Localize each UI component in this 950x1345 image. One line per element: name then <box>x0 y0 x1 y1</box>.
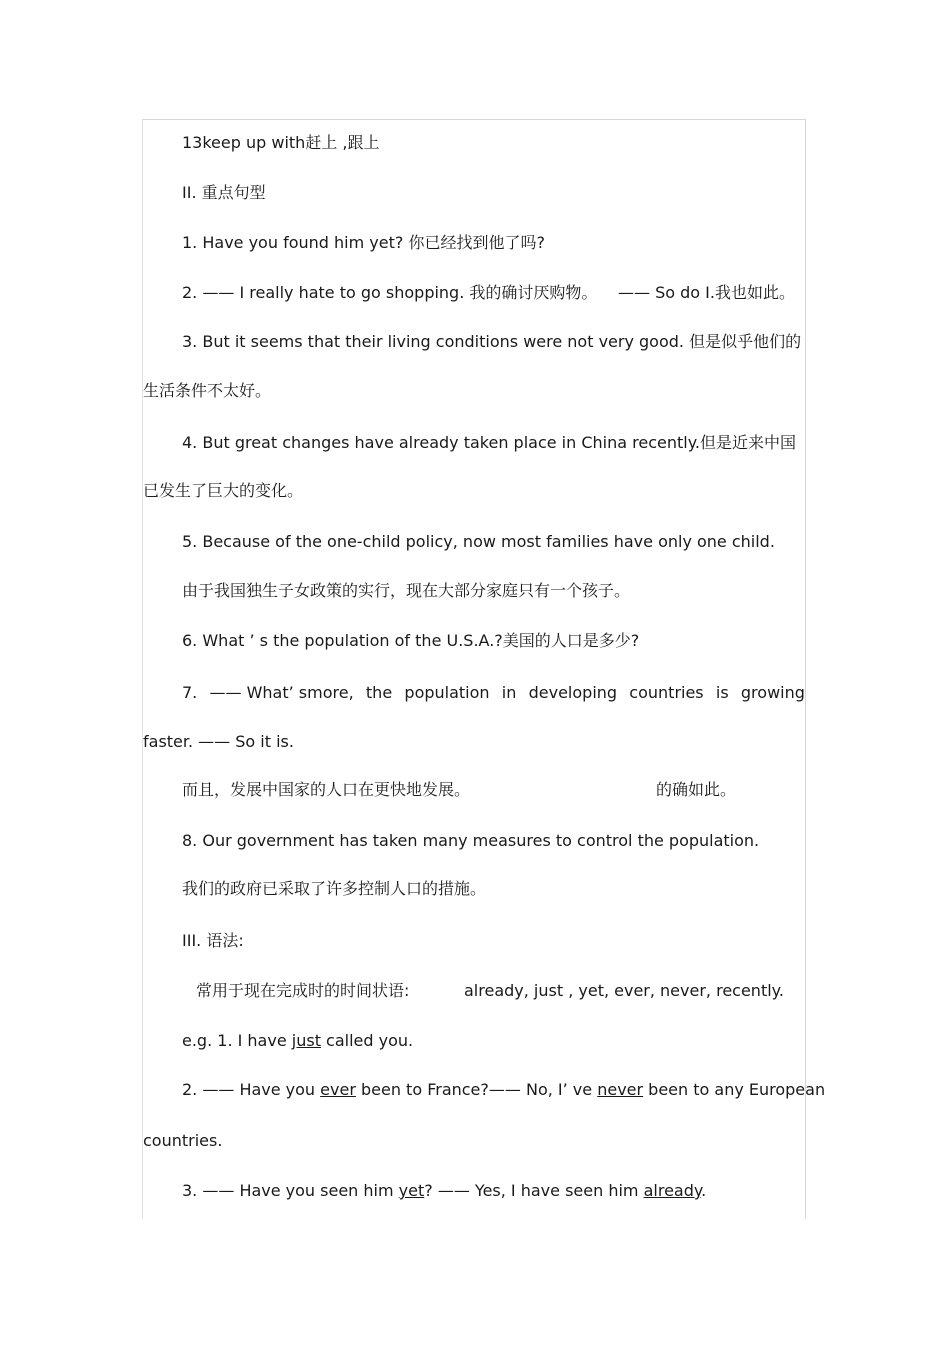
s7-word: population <box>404 683 490 702</box>
example-2-line2: countries. <box>143 1131 223 1150</box>
s7-word: in <box>501 683 517 702</box>
s7-word: —— What’ smore, <box>209 683 354 702</box>
s7-word: growing <box>740 683 805 702</box>
sentence-5-chinese: 由于我国独生子女政策的实行，现在大部分家庭只有一个孩子。 <box>182 581 631 600</box>
example-3-underlined: already <box>643 1181 702 1200</box>
sentence-6: 6. What ’ s the population of the U.S.A.?美国的人口是多少? <box>182 631 640 650</box>
sentence-8-english: 8. Our government has taken many measures to control the population. <box>182 831 760 850</box>
example-1 <box>182 1031 413 1051</box>
s7-word: 7. <box>182 683 198 702</box>
example-2-underlined: never <box>597 1080 644 1099</box>
example-3-text: ? —— Yes, I have seen him <box>424 1181 644 1200</box>
example-2-underlined: ever <box>320 1080 356 1099</box>
sentence-2-b: —— So do I.我也如此。 <box>618 283 795 302</box>
sentence-3-line2: 生活条件不太好。 <box>143 381 272 400</box>
sentence-5-english: 5. Because of the one-child policy, now most families have only one child. <box>182 532 775 551</box>
example-3 <box>182 1181 706 1201</box>
example-2-text: been to France?—— No, I’ ve <box>355 1080 598 1099</box>
s7-word: is <box>715 683 729 702</box>
sentence-4-line1: 4. But great changes have already taken place in China recently.但是近来中国 <box>182 433 796 452</box>
example-2-text: 2. —— Have you <box>182 1080 321 1099</box>
example-2-text: been to any European <box>643 1080 826 1099</box>
s7-word: countries <box>629 683 704 702</box>
sentence-1: 1. Have you found him yet? 你已经找到他了吗? <box>182 233 545 252</box>
example-3-text: . <box>701 1181 707 1200</box>
s7-word: developing <box>528 683 618 702</box>
section-heading-grammar: III. 语法: <box>182 931 244 950</box>
sentence-3-line1: 3. But it seems that their living conditions were not very good. 但是似乎他们的 <box>182 332 802 351</box>
example-1-underlined: just <box>291 1031 321 1050</box>
grammar-note-adverbs: already, just , yet, ever, never, recently. <box>464 981 784 1000</box>
example-3-text: 3. —— Have you seen him <box>182 1181 399 1200</box>
sentence-4-line2: 已发生了巨大的变化。 <box>143 481 304 500</box>
s7-word: the <box>365 683 393 702</box>
sentence-7-chinese-b: 的确如此。 <box>656 780 737 799</box>
example-2-line1 <box>182 1080 825 1100</box>
sentence-7-line1 <box>182 683 805 703</box>
sentence-2-a: 2. —— I really hate to go shopping. 我的确讨厌购物。 <box>182 283 598 302</box>
sentence-8-chinese: 我们的政府已采取了许多控制人口的措施。 <box>182 879 487 898</box>
example-3-underlined: yet <box>398 1181 425 1200</box>
example-1-text: e.g. 1. I have <box>182 1031 292 1050</box>
example-1-text: called you. <box>320 1031 414 1050</box>
vocab-item-13: 13keep up with赶上 ,跟上 <box>182 133 380 152</box>
sentence-7-chinese-a: 而且，发展中国家的人口在更快地发展。 <box>182 780 471 799</box>
sentence-7-line2: faster. —— So it is. <box>143 732 294 751</box>
grammar-note-label: 常用于现在完成时的时间状语: <box>196 981 410 1000</box>
section-heading-key-sentences: II. 重点句型 <box>182 183 266 202</box>
